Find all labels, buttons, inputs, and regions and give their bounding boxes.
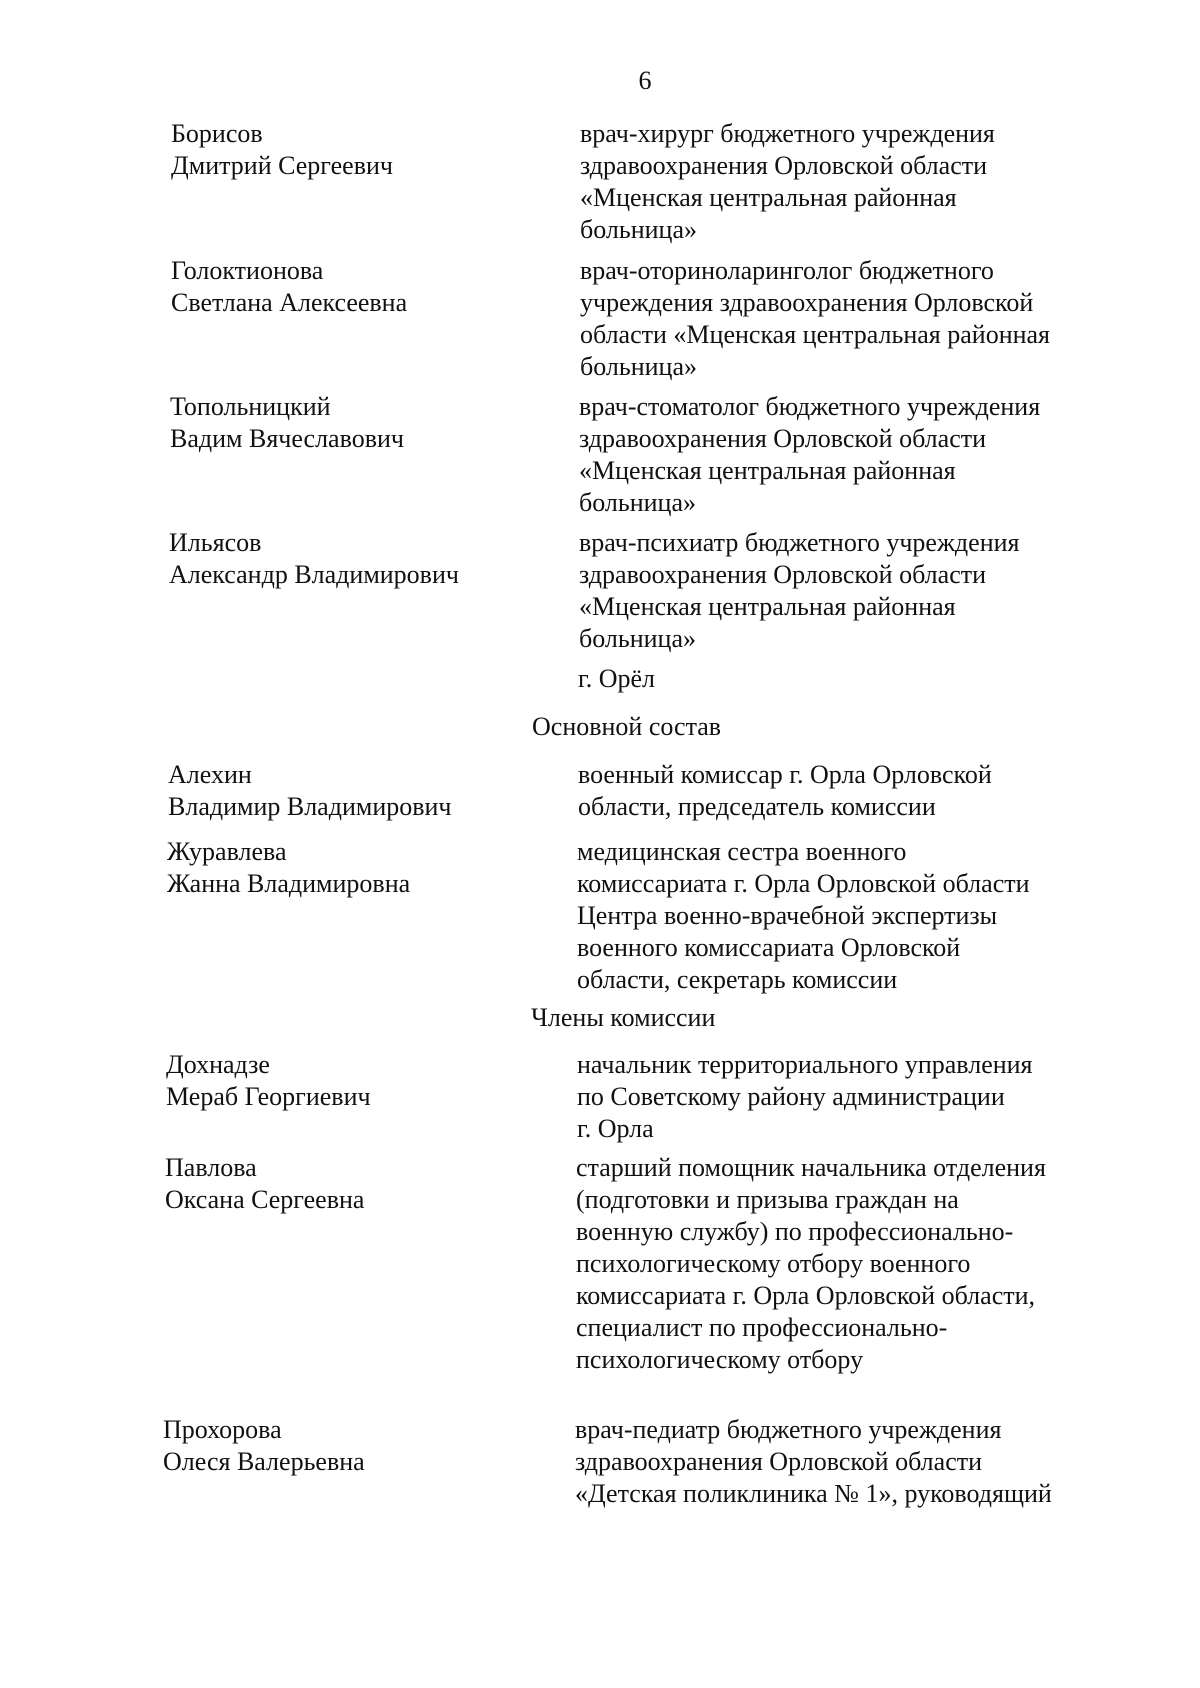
member-name: Топольницкий Вадим Вячеславович: [170, 392, 404, 453]
member-name: Прохорова Олеся Валерьевна: [163, 1415, 365, 1476]
city-heading: г. Орёл: [578, 664, 656, 693]
member-role: военный комиссар г. Орла Орловской области, председатель комиссии: [578, 760, 992, 821]
member-role: врач-психиатр бюджетного учреждения здравоохранения Орловской области «Мценская центральная районная больница»: [579, 528, 1020, 653]
section-heading-main: Основной состав: [532, 712, 722, 741]
member-role: медицинская сестра военного комиссариата г. Орла Орловской области Центра военно-врачебной экспертизы военного комиссариата Орловской области, секретарь комиссии: [577, 837, 1030, 994]
section-heading-members: Члены комиссии: [531, 1003, 716, 1032]
member-role: начальник территориального управления по Советскому району администрации г. Орла: [577, 1050, 1033, 1143]
member-role: врач-хирург бюджетного учреждения здравоохранения Орловской области «Мценская центральная районная больница»: [580, 119, 995, 244]
member-name: Ильясов Александр Владимирович: [169, 528, 459, 589]
member-role: врач-стоматолог бюджетного учреждения здравоохранения Орловской области «Мценская центральная районная больница»: [579, 392, 1041, 517]
member-role: врач-оториноларинголог бюджетного учреждения здравоохранения Орловской области «Мценская центральная районная больница»: [580, 256, 1051, 381]
member-name: Журавлева Жанна Владимировна: [167, 837, 411, 898]
member-name: Борисов Дмитрий Сергеевич: [171, 119, 393, 180]
member-name: Алехин Владимир Владимирович: [168, 760, 452, 821]
member-name: Голоктионова Светлана Алексеевна: [171, 256, 408, 317]
member-name: Павлова Оксана Сергеевна: [165, 1153, 365, 1214]
page-number: 6: [638, 66, 652, 95]
member-role: врач-педиатр бюджетного учреждения здравоохранения Орловской области «Детская поликлиника № 1», руководящий: [575, 1415, 1052, 1508]
member-name: Дохнадзе Мераб Георгиевич: [166, 1050, 371, 1111]
member-role: старший помощник начальника отделения (подготовки и призыва граждан на военную службу) по профессионально- психологическому отбору военного комиссариата г. Орла Орловской области, специалист по профессионально- психологическому отбору: [576, 1153, 1046, 1374]
